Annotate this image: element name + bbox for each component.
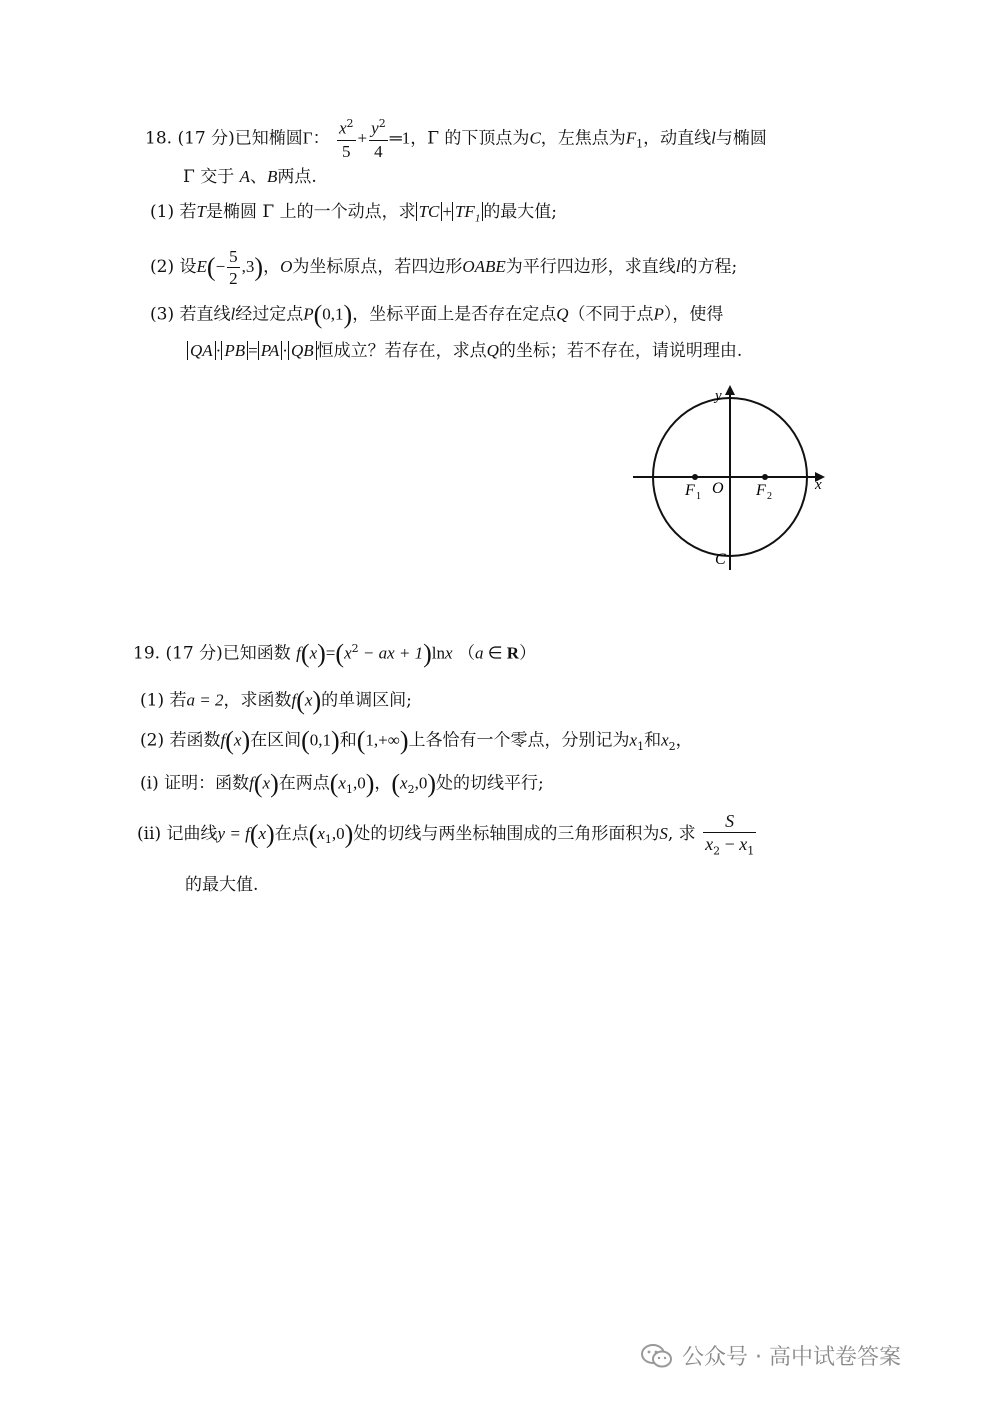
q19-part2: (2) 若函数f(x)在区间(0,1)和(1,+∞)上各恰有一个零点，分别记为$x_1$和$x_2$， xyxy=(140,726,693,755)
q18-part1: (1) 若T是椭圆 Γ 上的一个动点，求 TC + $TF_1$ 的最大值; xyxy=(150,202,558,225)
wechat-icon xyxy=(640,1342,674,1370)
q19-part1: (1) 若a = 2，求函数f(x)的单调区间; xyxy=(140,686,412,715)
q18-part3: (3) 若直线l经过定点P(0,1)，坐标平面上是否存在定点Q（不同于点P），使得 xyxy=(150,300,724,329)
q19-score: (17 分) xyxy=(165,643,223,664)
f2-sub: 2 xyxy=(767,491,772,502)
q19-number: 19. xyxy=(133,643,161,664)
s-over-diff: $\frac{S}{x_2 - x_1}$ xyxy=(705,811,755,858)
q19-line1: 19. (17 分)已知函数 $f(x)=(x^2$ − ax + 1)lnx （a ∈ R） xyxy=(133,639,537,668)
c-label: C xyxy=(715,551,726,568)
five-halves: $\frac{5}{2}$ xyxy=(229,247,238,288)
watermark-text: 公众号 · 高中试卷答案 xyxy=(682,1345,901,1370)
q19-part2ii: (ⅱ) 记曲线y = f(x)在点$(x_1,0)$处的切线与两坐标轴围成的三角形面积为S, 求 $\frac{S}{x_2 - x_1}$ xyxy=(137,811,755,858)
f2-label: F xyxy=(756,482,766,499)
q18-part2: (2) 设E(− $\frac{5}{2}$ ,3)，O为坐标原点，若四边形OABE为平行四边形，求直线l的方程; xyxy=(150,247,738,288)
q18-score: (17 分) xyxy=(177,128,235,149)
x-axis-label: x xyxy=(815,477,822,493)
y2-over-4: $\frac{y^2}{4}$ xyxy=(371,117,386,161)
q18-line1: 18. (17 分)已知椭圆Γ： $\frac{x^2}{5}$ + $\frac{y^2}{4}$ ═1，Γ 的下顶点为C，左焦点为$F_1$，动直线l与椭圆 xyxy=(145,117,767,161)
q18-number: 18. xyxy=(145,128,173,149)
q19-part2ii-cont: 的最大值. xyxy=(185,875,259,895)
focus-f2-dot xyxy=(762,474,768,480)
y-axis-arrow xyxy=(725,385,735,395)
watermark xyxy=(640,1340,901,1371)
q19-part2i: (ⅰ) 证明：函数f(x)在两点$(x_1,0)$，$(x_2,0)$处的切线平行; xyxy=(140,769,544,798)
f1-sub: 1 xyxy=(696,491,701,502)
origin-label: O xyxy=(712,480,724,497)
f1-label: F xyxy=(685,482,695,499)
x2-over-5: $\frac{x^2}{5}$ xyxy=(339,117,354,161)
q18-part3-cont: QA · PB = PA · QB 恒成立？若存在，求点Q的坐标；若不存在，请说明理由. xyxy=(187,342,742,360)
ellipse-figure xyxy=(625,380,835,580)
focus-f1-dot xyxy=(692,474,698,480)
q18-line2: Γ 交于 A、B两点. xyxy=(183,167,317,187)
y-axis-label: y xyxy=(715,388,722,404)
